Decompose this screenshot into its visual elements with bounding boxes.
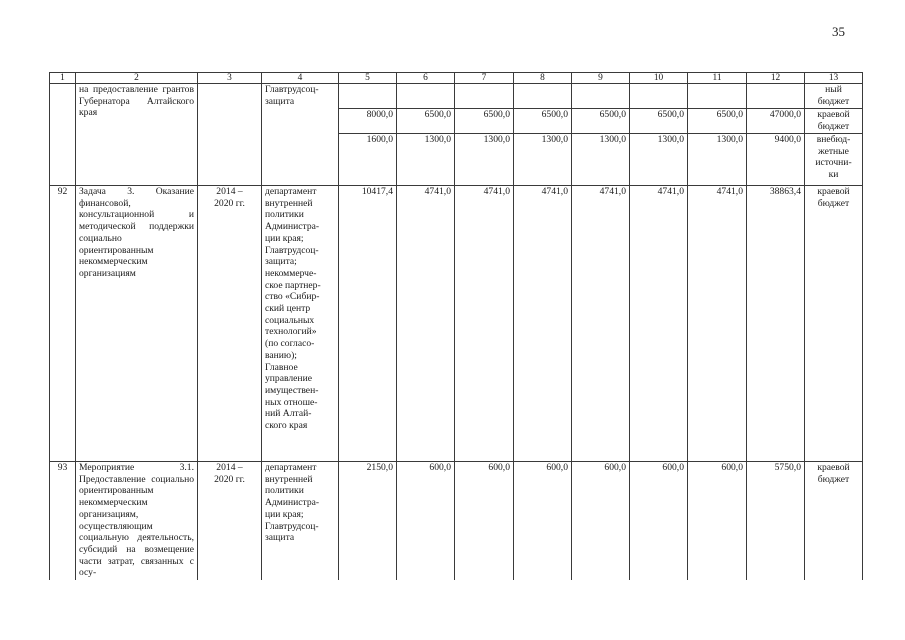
value-cell: 5750,0 [747, 462, 805, 580]
period-cell: 2014 – 2020 гг. [198, 186, 262, 462]
value-cell: 1300,0 [397, 134, 455, 186]
activity-name-cell: на предоставление грантов Губернатора Алтайского края [76, 84, 198, 186]
value-cell: 1300,0 [688, 134, 747, 186]
column-header: 9 [572, 73, 630, 84]
funding-source-cell: внебюд- жетные источни- ки [805, 134, 863, 186]
column-header: 8 [514, 73, 572, 84]
column-header: 11 [688, 73, 747, 84]
value-cell: 600,0 [572, 462, 630, 580]
activity-name-cell: Задача 3. Оказание финансовой, консультационной и методической поддержки социально ориентированным некоммерческим организациям [76, 186, 198, 462]
value-cell: 9400,0 [747, 134, 805, 186]
executor-cell: Главтрудсоц- защита [262, 84, 339, 186]
value-cell: 600,0 [630, 462, 688, 580]
funding-source-cell: ный бюджет [805, 84, 863, 109]
value-cell [514, 84, 572, 109]
value-cell: 4741,0 [514, 186, 572, 462]
value-cell: 6500,0 [455, 109, 514, 134]
value-cell: 600,0 [514, 462, 572, 580]
executor-cell: департамент внутренней политики Администра- ции края; Главтрудсоц- защита; некоммерче- ское партнер- ство «Сибир- ский центр социальных технологий» (по согласо- ванию); Главное управление имуществен- ных отноше- ний Алтай- ского края [262, 186, 339, 462]
value-cell: 1300,0 [572, 134, 630, 186]
value-cell: 6500,0 [397, 109, 455, 134]
value-cell [455, 84, 514, 109]
value-cell: 1300,0 [455, 134, 514, 186]
column-header: 10 [630, 73, 688, 84]
column-header: 2 [76, 73, 198, 84]
value-cell: 4741,0 [397, 186, 455, 462]
value-cell: 1600,0 [339, 134, 397, 186]
value-cell: 2150,0 [339, 462, 397, 580]
row-number-cell: 92 [50, 186, 76, 462]
funding-source-cell: краевой бюджет [805, 109, 863, 134]
value-cell [339, 84, 397, 109]
table-row [50, 84, 863, 109]
funding-source-cell: краевой бюджет [805, 186, 863, 462]
value-cell: 600,0 [455, 462, 514, 580]
column-number-row [50, 73, 863, 84]
column-header: 4 [262, 73, 339, 84]
value-cell [630, 84, 688, 109]
column-header: 6 [397, 73, 455, 84]
column-header: 7 [455, 73, 514, 84]
row-number-cell: 93 [50, 462, 76, 580]
column-header: 12 [747, 73, 805, 84]
value-cell: 6500,0 [688, 109, 747, 134]
budget-table [49, 72, 863, 580]
value-cell: 6500,0 [572, 109, 630, 134]
value-cell [688, 84, 747, 109]
value-cell: 1300,0 [514, 134, 572, 186]
column-header: 13 [805, 73, 863, 84]
value-cell: 1300,0 [630, 134, 688, 186]
executor-cell: департамент внутренней политики Администра- ции края; Главтрудсоц- защита [262, 462, 339, 580]
column-header: 3 [198, 73, 262, 84]
column-header: 1 [50, 73, 76, 84]
value-cell: 8000,0 [339, 109, 397, 134]
table-row [50, 462, 863, 580]
value-cell [747, 84, 805, 109]
value-cell: 4741,0 [688, 186, 747, 462]
value-cell: 10417,4 [339, 186, 397, 462]
value-cell: 4741,0 [455, 186, 514, 462]
table-row [50, 186, 863, 462]
period-cell: 2014 – 2020 гг. [198, 462, 262, 580]
value-cell: 4741,0 [630, 186, 688, 462]
value-cell: 6500,0 [514, 109, 572, 134]
funding-source-cell: краевой бюджет [805, 462, 863, 580]
row-number-cell [50, 84, 76, 186]
value-cell: 600,0 [397, 462, 455, 580]
value-cell: 4741,0 [572, 186, 630, 462]
period-cell [198, 84, 262, 186]
column-header: 5 [339, 73, 397, 84]
activity-name-cell: Мероприятие 3.1. Предоставление социально ориентированным некоммерческим организациям, осуществляющим социальную деятельность, субсидий на возмещение части затрат, связанных с осу- [76, 462, 198, 580]
value-cell: 47000,0 [747, 109, 805, 134]
value-cell: 600,0 [688, 462, 747, 580]
value-cell: 38863,4 [747, 186, 805, 462]
page-number: 35 [832, 24, 845, 39]
value-cell [397, 84, 455, 109]
value-cell [572, 84, 630, 109]
value-cell: 6500,0 [630, 109, 688, 134]
